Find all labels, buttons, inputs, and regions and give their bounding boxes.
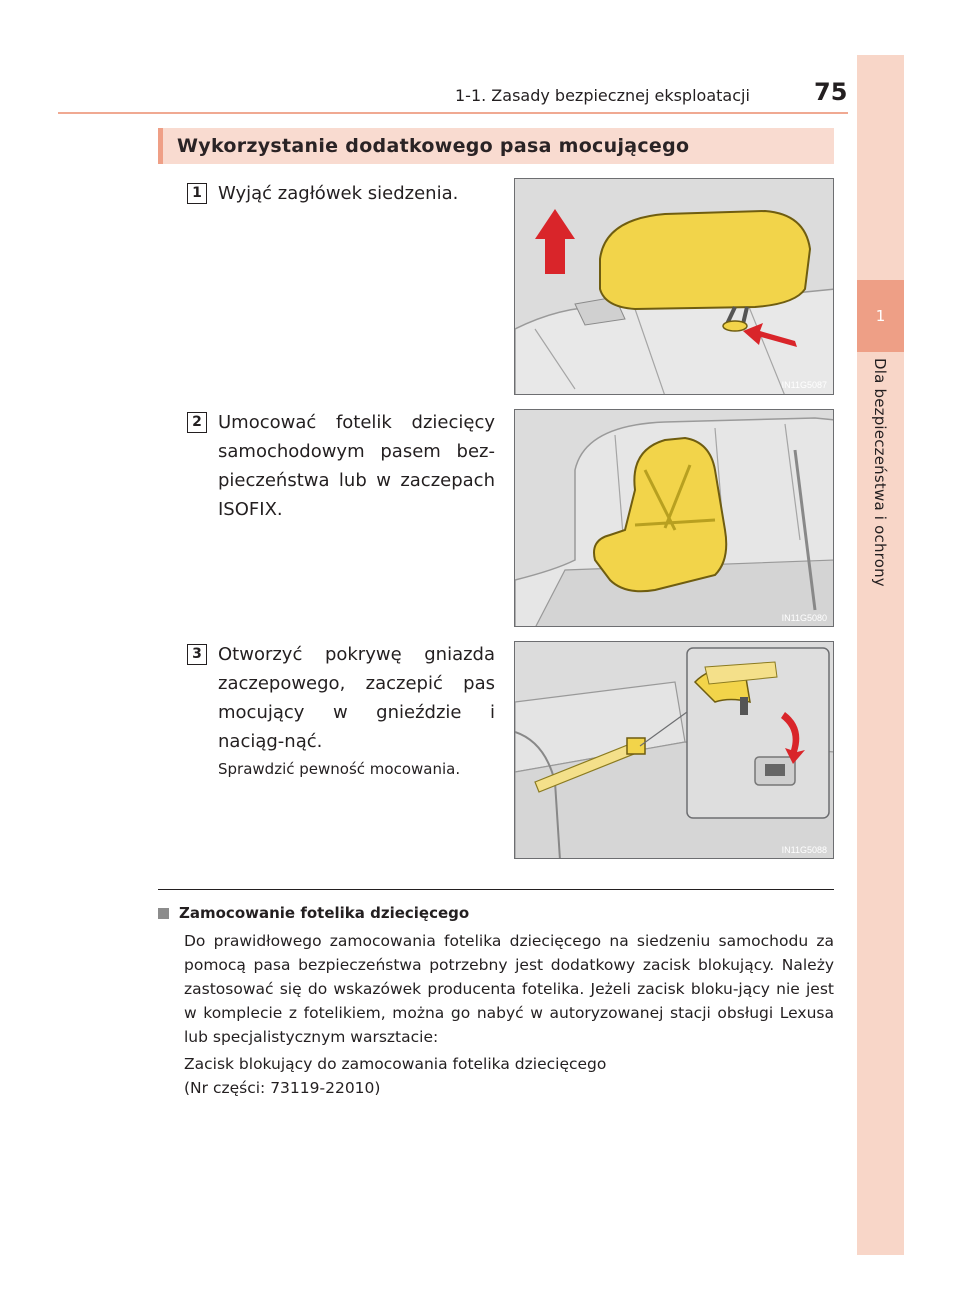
notes-divider	[158, 889, 834, 890]
figure-code-1: IN11G5087	[781, 380, 827, 390]
step-text-3: Otworzyć pokrywę gniazda zaczepowego, zaczepić pas mocujący w gnieździe i naciąg-nąć.	[218, 644, 495, 752]
step-number-3: 3	[187, 644, 207, 665]
notes-heading	[158, 904, 469, 922]
step-note-3: Sprawdzić pewność mocowania.	[218, 760, 461, 778]
header-divider	[58, 112, 848, 114]
figure-code-3: IN11G5088	[781, 845, 827, 855]
step-text-1: Wyjąć zagłówek siedzenia.	[218, 183, 459, 204]
illustration-tether-anchor	[514, 641, 834, 859]
part-line-2: (Nr części: 73119-22010)	[184, 1079, 381, 1097]
section-heading: Wykorzystanie dodatkowego pasa mocującego	[158, 128, 834, 164]
step-text-2: Umocować fotelik dziecięcy samochodowym pasem bez-pieczeństwa lub w zaczepach ISOFIX.	[218, 412, 495, 520]
illustration-headrest-removal	[514, 178, 834, 395]
page-number: 75	[814, 78, 848, 106]
chapter-number-tab[interactable]: 1	[857, 280, 904, 352]
part-line-1: Zacisk blokujący do zamocowania fotelika dziecięcego	[184, 1055, 607, 1073]
bullet-square-icon	[158, 908, 169, 919]
chapter-sidebar	[857, 55, 904, 1255]
notes-part-info	[184, 1052, 834, 1100]
illustration-child-seat	[514, 409, 834, 627]
figure-code-2: IN11G5080	[781, 613, 827, 623]
chapter-title: Dla bezpieczeństwa i ochrony	[871, 358, 889, 587]
notes-body: Do prawidłowego zamocowania fotelika dziecięcego na siedzeniu samochodu za pomocą pasa bezpieczeństwa potrzebny jest dodatkowy zacisk blokujący. Należy zastosować się do wskazówek producenta fotelika. Jeżeli zacisk bloku-jący nie jest w komplecie z fotelikiem, można go nabyć w autoryzowanej stacji obsługi Lexusa lub specjalistycznym warsztacie:	[184, 932, 834, 1046]
notes-heading-text: Zamocowanie fotelika dziecięcego	[179, 904, 470, 922]
step-number-1: 1	[187, 183, 207, 204]
step-number-2: 2	[187, 412, 207, 433]
running-header: 1-1. Zasady bezpiecznej eksploatacji	[455, 86, 750, 105]
